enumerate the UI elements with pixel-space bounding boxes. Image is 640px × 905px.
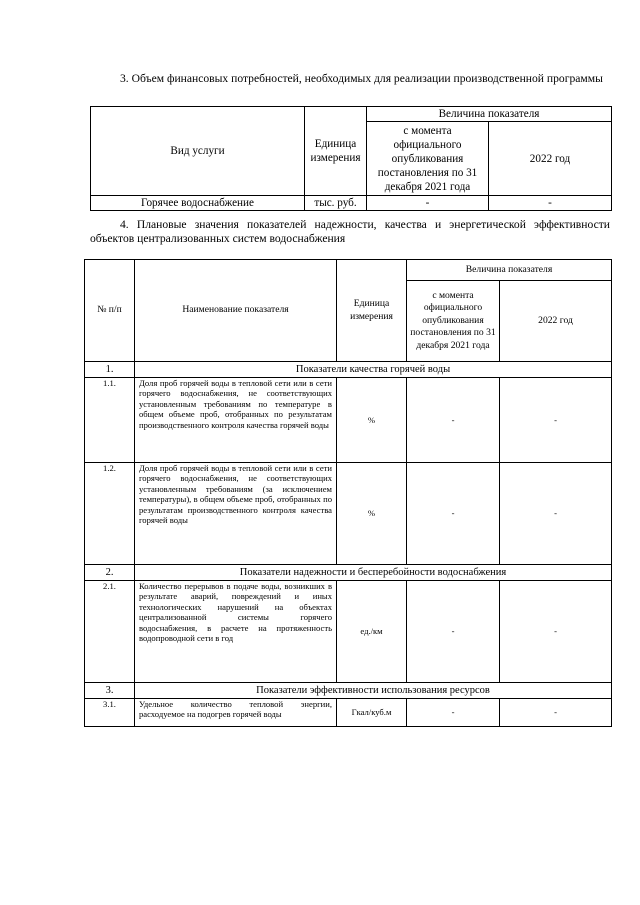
indicator-value: -: [500, 699, 612, 727]
value-cell: -: [367, 196, 489, 211]
service-cell: Горячее водоснабжение: [91, 196, 305, 211]
indicator-value: -: [407, 581, 500, 683]
indicator-unit: ед./км: [337, 581, 407, 683]
value-cell: -: [489, 196, 612, 211]
col-value-header: Величина показателя: [407, 260, 612, 281]
section-3-heading: 3. Объем финансовых потребностей, необходимых для реализации производственной программы: [120, 72, 603, 85]
row-number: 3.1.: [85, 699, 135, 727]
indicator-unit: %: [337, 378, 407, 463]
indicator-name: Доля проб горячей воды в тепловой сети или в сети горячего водоснабжения, не соответствующих установленным требованиям (за исключением температуры), в общем объеме проб, отобранных по результатам производственного контроля качества горячей воды: [135, 463, 337, 565]
section-number: 1.: [85, 362, 135, 378]
col-moment-header: с момента официального опубликования постановления по 31 декабря 2021 года: [367, 122, 489, 196]
section-row: [85, 683, 612, 699]
indicator-name: Доля проб горячей воды в тепловой сети или в сети горячего водоснабжения, не соответствующих установленным требованиям по температуре в общем объеме проб, отобранных по результатам производственного контроля качества горячей воды: [135, 378, 337, 463]
indicator-name: Удельное количество тепловой энергии, расходуемое на подогрев горячей воды: [135, 699, 337, 727]
col-service-header: Вид услуги: [91, 107, 305, 196]
section-title: Показатели качества горячей воды: [135, 362, 612, 378]
indicators-table: [84, 259, 612, 727]
table-row: [85, 699, 612, 727]
indicator-unit: %: [337, 463, 407, 565]
indicator-value: -: [500, 581, 612, 683]
section-number: 3.: [85, 683, 135, 699]
indicator-unit: Гкал/куб.м: [337, 699, 407, 727]
indicator-value: -: [407, 378, 500, 463]
section-title: Показатели надежности и бесперебойности водоснабжения: [135, 565, 612, 581]
section-title: Показатели эффективности использования ресурсов: [135, 683, 612, 699]
unit-cell: тыс. руб.: [305, 196, 367, 211]
col-year-header: 2022 год: [489, 122, 612, 196]
section-number: 2.: [85, 565, 135, 581]
table-row: [91, 196, 612, 211]
row-number: 1.2.: [85, 463, 135, 565]
col-moment-header: с момента официального опубликования постановления по 31 декабря 2021 года: [407, 281, 500, 362]
col-unit-header: Единица измерения: [305, 107, 367, 196]
indicator-value: -: [407, 463, 500, 565]
table-row: [85, 581, 612, 683]
indicator-value: -: [500, 378, 612, 463]
indicator-name: Количество перерывов в подаче воды, возникших в результате аварий, повреждений и иных технологических нарушений на объектах централизованной системы горячего водоснабжения, в расчете на протяженность водопроводной сети в год: [135, 581, 337, 683]
indicator-value: -: [407, 699, 500, 727]
financial-needs-table: [90, 106, 612, 211]
col-year-header: 2022 год: [500, 281, 612, 362]
row-number: 2.1.: [85, 581, 135, 683]
section-4-heading: 4. Плановые значения показателей надежности, качества и энергетической эффективности объектов централизованных систем водоснабжения: [90, 218, 610, 245]
section-row: [85, 362, 612, 378]
table-row: [85, 378, 612, 463]
section-row: [85, 565, 612, 581]
col-num-header: № п/п: [85, 260, 135, 362]
col-unit-header: Единица измерения: [337, 260, 407, 362]
col-value-header: Величина показателя: [367, 107, 612, 122]
row-number: 1.1.: [85, 378, 135, 463]
table-row: [85, 463, 612, 565]
indicator-value: -: [500, 463, 612, 565]
col-name-header: Наименование показателя: [135, 260, 337, 362]
